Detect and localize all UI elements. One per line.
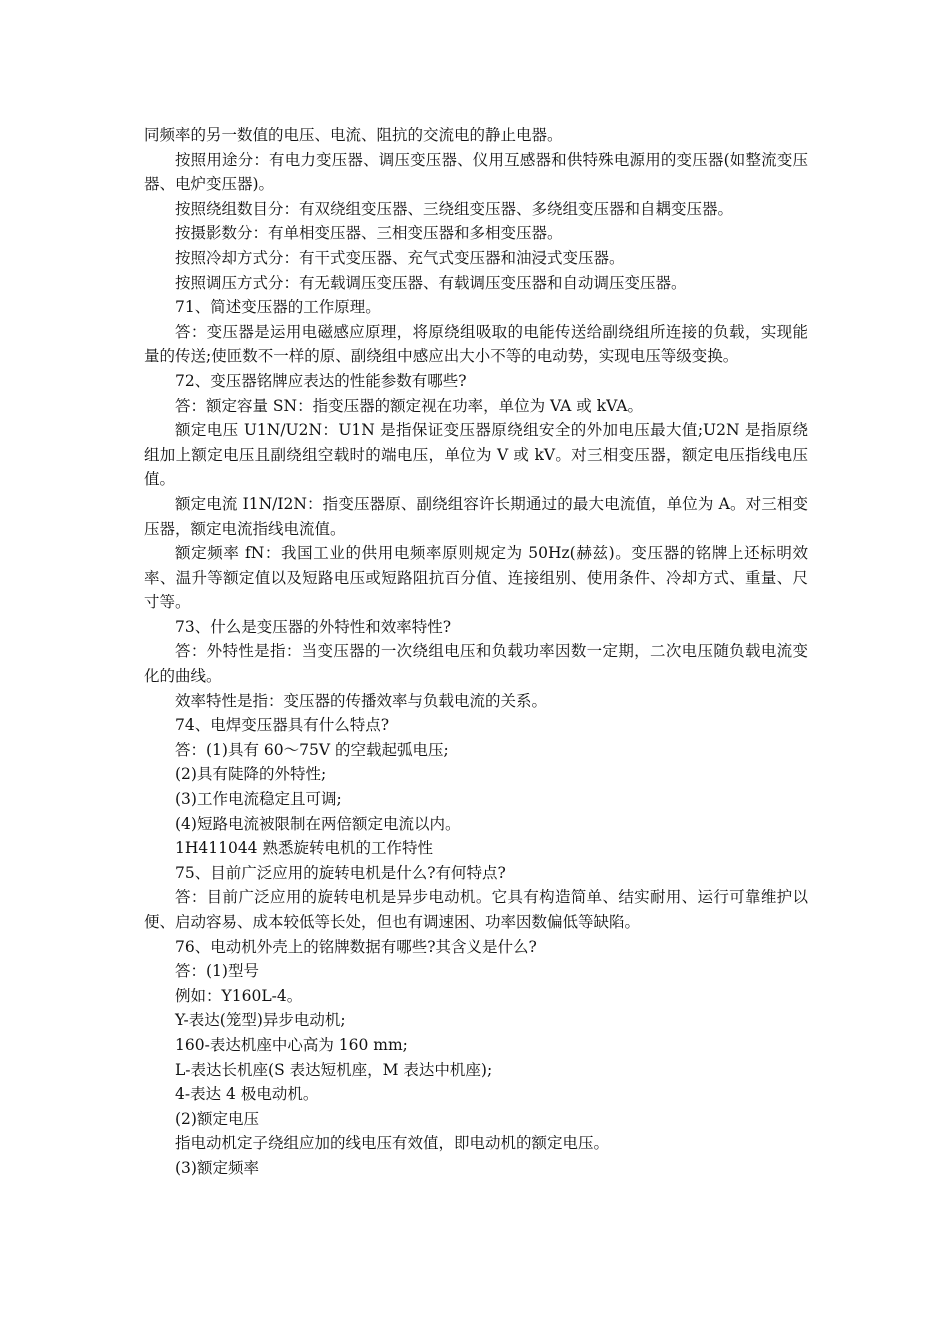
answer-76-model: 答：(1)型号 xyxy=(175,962,259,981)
question-72: 72、变压器铭牌应表达的性能参数有哪些? xyxy=(175,371,467,390)
paragraph-3: 按照绕组数目分：有双绕组变压器、三绕组变压器、多绕组变压器和自耦变压器。 xyxy=(175,199,734,218)
answer-76-rated-frequency: (3)额定频率 xyxy=(175,1158,259,1177)
question-74: 74、电焊变压器具有什么特点? xyxy=(175,716,390,735)
answer-76-example: 例如：Y160L-4。 xyxy=(175,986,303,1005)
answer-76-l: L-表达长机座(S 表达短机座，M 表达中机座); xyxy=(175,1060,493,1079)
question-76: 76、电动机外壳上的铭牌数据有哪些?其含义是什么? xyxy=(175,937,537,956)
answer-74-item-4: (4)短路电流被限制在两倍额定电流以内。 xyxy=(175,814,461,833)
document-page xyxy=(144,123,808,1181)
question-75: 75、目前广泛应用的旋转电机是什么?有何特点? xyxy=(175,863,506,882)
section-heading: 1H411044 熟悉旋转电机的工作特性 xyxy=(175,839,433,858)
answer-74-item-2: (2)具有陡降的外特性; xyxy=(175,765,327,784)
answer-76-rated-voltage-desc: 指电动机定子绕组应加的线电压有效值，即电动机的额定电压。 xyxy=(175,1134,610,1153)
answer-74-item-3: (3)工作电流稳定且可调; xyxy=(175,790,342,809)
question-73: 73、什么是变压器的外特性和效率特性? xyxy=(175,617,452,636)
paragraph-5: 按照冷却方式分：有干式变压器、充气式变压器和油浸式变压器。 xyxy=(175,248,625,267)
paragraph-6: 按照调压方式分：有无载调压变压器、有载调压变压器和自动调压变压器。 xyxy=(175,273,687,292)
paragraph-2: 按照用途分：有电力变压器、调压变压器、仪用互感器和供特殊电源用的变压器(如整流变压器、电炉变压器)。 xyxy=(144,150,808,194)
answer-76-rated-voltage: (2)额定电压 xyxy=(175,1109,259,1128)
paragraph-1: 同频率的另一数值的电压、电流、阻抗的交流电的静止电器。 xyxy=(144,126,563,144)
question-71: 71、简述变压器的工作原理。 xyxy=(175,298,381,317)
answer-74-item-1: 答：(1)具有 60～75V 的空载起弧电压; xyxy=(175,740,449,759)
answer-73-external: 答：外特性是指：当变压器的一次绕组电压和负载功率因数一定期，二次电压随负载电流变化的曲线。 xyxy=(144,642,808,686)
answer-76-4: 4-表达 4 极电动机。 xyxy=(175,1085,319,1104)
answer-72-capacity: 答：额定容量 SN：指变压器的额定视在功率，单位为 VA 或 kVA。 xyxy=(175,396,643,415)
answer-73-efficiency: 效率特性是指：变压器的传播效率与负载电流的关系。 xyxy=(175,691,548,710)
answer-72-frequency: 额定频率 fN：我国工业的供用电频率原则规定为 50Hz(赫兹)。变压器的铭牌上还标明效率、温升等额定值以及短路电压或短路阻抗百分值、连接组别、使用条件、冷却方式、重量、尺寸等。 xyxy=(144,544,808,612)
answer-72-current: 额定电流 I1N/I2N：指变压器原、副绕组容许长期通过的最大电流值，单位为 A。对三相变压器，额定电流指线电流值。 xyxy=(144,494,808,538)
answer-75: 答：目前广泛应用的旋转电机是异步电动机。它具有构造简单、结实耐用、运行可靠维护以便、启动容易、成本较低等长处，但也有调速困、功率因数偏低等缺陷。 xyxy=(144,888,808,931)
answer-76-160: 160-表达机座中心高为 160 mm; xyxy=(175,1035,408,1054)
paragraph-4: 按摄影数分：有单相变压器、三相变压器和多相变压器。 xyxy=(175,224,563,243)
answer-76-y: Y-表达(笼型)异步电动机; xyxy=(175,1011,346,1030)
answer-71: 答：变压器是运用电磁感应原理，将原绕组吸取的电能传送给副绕组所连接的负载，实现能量的传送;使匝数不一样的原、副绕组中感应出大小不等的电动势，实现电压等级变换。 xyxy=(144,322,808,366)
answer-72-voltage: 额定电压 U1N/U2N：U1N 是指保证变压器原绕组安全的外加电压最大值;U2N 是指原绕组加上额定电压且副绕组空载时的端电压，单位为 V 或 kV。对三相变压器，额定电压指线电压值。 xyxy=(144,421,808,489)
